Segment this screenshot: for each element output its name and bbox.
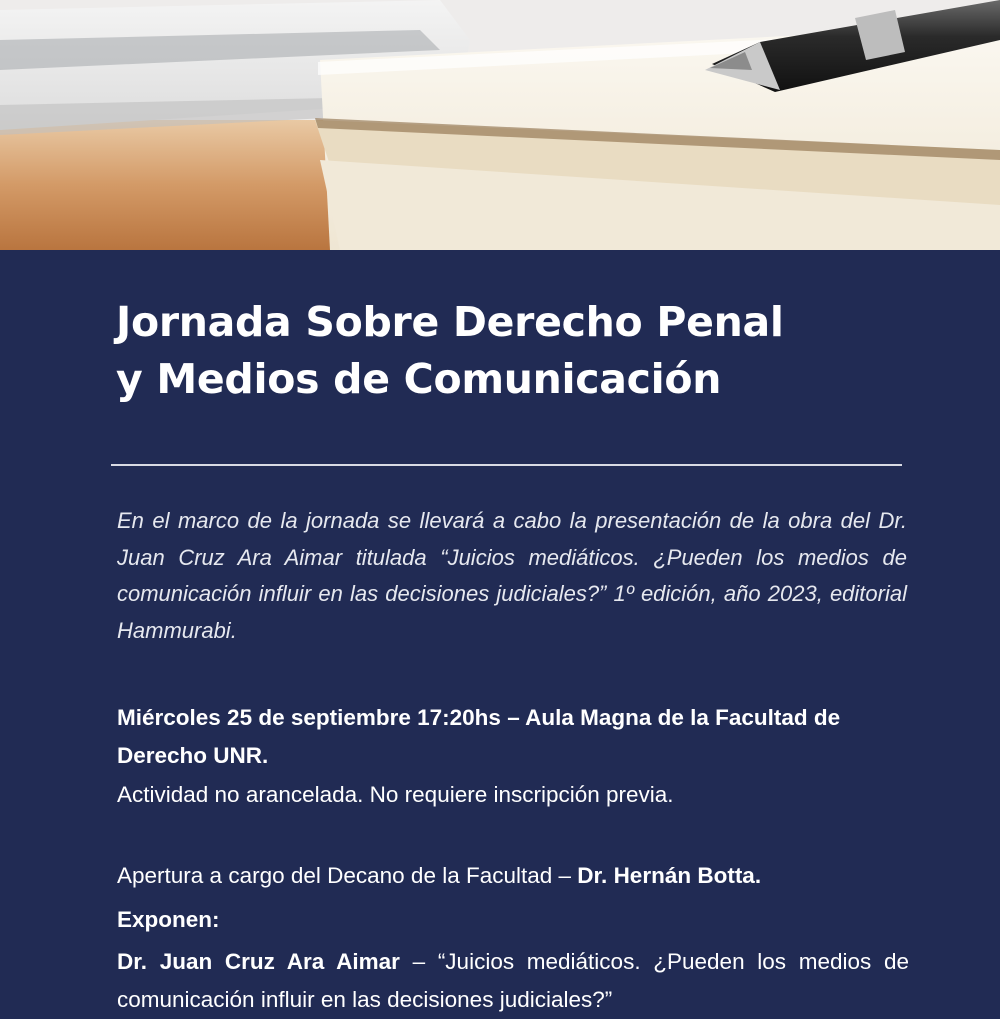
notebook-pen-illustration — [0, 0, 1000, 250]
event-panel — [0, 250, 1000, 1012]
speaker-name: Dr. Juan Cruz Ara Aimar — [117, 949, 400, 974]
event-title-line1: Jornada Sobre Derecho Penal — [116, 298, 784, 346]
event-date-place — [117, 699, 912, 775]
opening-line — [117, 857, 912, 895]
intro-paragraph: En el marco de la jornada se llevará a cabo la presentación de la obra del Dr. Juan Cruz Ara Aimar titulada “Juicios mediáticos. ¿Pueden los medios de comunicación influir en las decisiones judiciales?” 1º edición, año 2023, editorial Hammurabi. — [117, 508, 907, 643]
event-note: Actividad no arancelada. No requiere inscripción previa. — [117, 782, 674, 807]
event-title-line2: y Medios de Comunicación — [116, 355, 722, 403]
speaker-line — [117, 943, 909, 1019]
speakers-label: Exponen: — [117, 907, 220, 932]
divider — [111, 464, 902, 466]
speaker-talk: – “Juicios mediáticos. ¿Pueden los medios de comunicación influir en las decisiones judiciales?” — [117, 949, 909, 1012]
hero-photo — [0, 0, 1000, 250]
date-place-text: Miércoles 25 de septiembre 17:20hs – Aula Magna de la Facultad de Derecho UNR. — [117, 705, 841, 768]
dean-name: Dr. Hernán Botta. — [577, 863, 762, 888]
opening-text: Apertura a cargo del Decano de la Facultad – — [117, 863, 578, 888]
event-title — [116, 294, 936, 408]
